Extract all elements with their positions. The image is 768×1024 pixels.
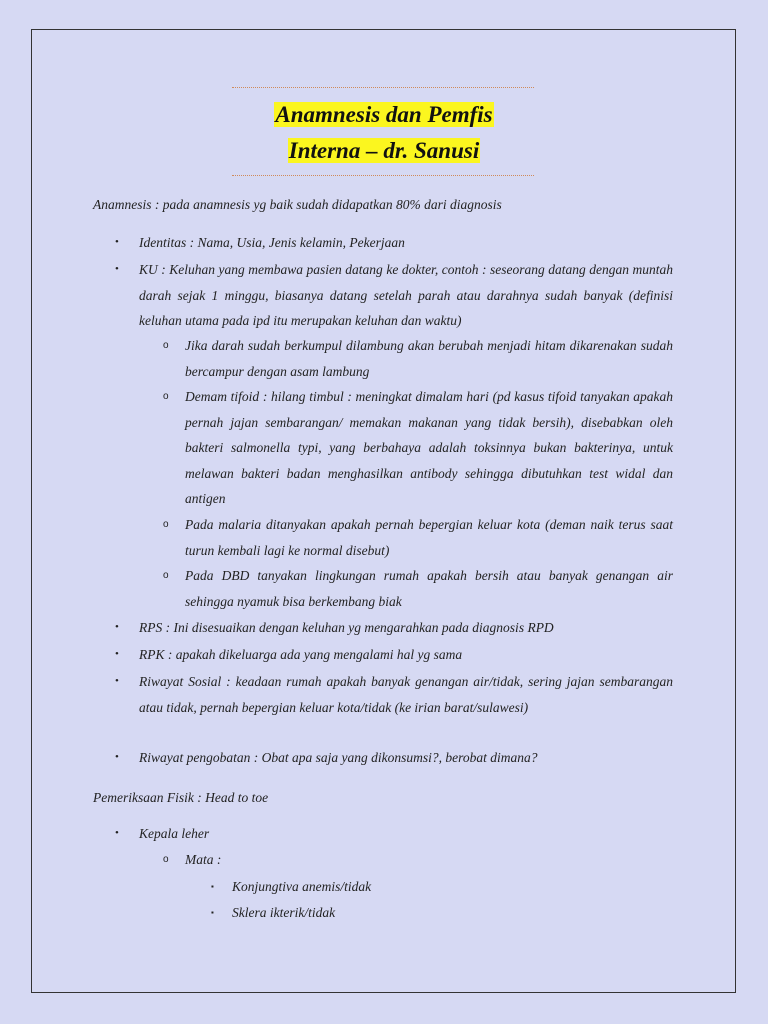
list-item-rps: RPS : Ini disesuaikan dengan keluhan yg mengarahkan pada diagnosis RPD <box>139 620 554 635</box>
document-title-line-1: Anamnesis dan Pemfis <box>275 102 493 127</box>
sub-item-dbd: Pada DBD tanyakan lingkungan rumah apakah bersih atau banyak genangan air sehingga nyamuk bisa berkembang biak <box>185 568 673 609</box>
bullet-icon: • <box>115 827 119 839</box>
sub-bullet-icon: o <box>163 391 169 402</box>
sub-item-mata: Mata : <box>185 852 222 867</box>
bullet-icon: • <box>115 621 119 633</box>
square-bullet-icon: ▪ <box>211 882 214 891</box>
sub-bullet-icon: o <box>163 570 169 581</box>
list-item-rpk: RPK : apakah dikeluarga ada yang mengalami hal yg sama <box>139 647 463 662</box>
list-item-kepala-leher: Kepala leher <box>139 826 210 841</box>
list-item-riwayat-pengobatan: Riwayat pengobatan : Obat apa saja yang dikonsumsi?, berobat dimana? <box>139 750 538 765</box>
list-item-riwayat-sosial: Riwayat Sosial : keadaan rumah apakah banyak genangan air/tidak, sering jajan sembarangan atau tidak, pernah bepergian keluar kota/tidak (ke irian barat/sulawesi) <box>139 674 673 715</box>
pemfis-heading: Pemeriksaan Fisik : Head to toe <box>93 790 269 805</box>
sub-item-tifoid: Demam tifoid : hilang timbul : meningkat dimalam hari (pd kasus tifoid tanyakan apakah pernah jajan sembarangan/ memakan makanan yang tidak bersih), disebabkan oleh bakteri salmonella typi, yang berbahaya adalah toksinnya bukan bakterinya, untuk melawan bakteri badan menghasilkan antibody sehingga dibutuhkan test widal dan antigen <box>185 389 673 506</box>
sub-item-darah: Jika darah sudah berkumpul dilambung akan berubah menjadi hitam dikarenakan sudah bercampur dengan asam lambung <box>185 338 673 379</box>
list-item-identitas: Identitas : Nama, Usia, Jenis kelamin, Pekerjaan <box>139 235 405 250</box>
sub-item-malaria: Pada malaria ditanyakan apakah pernah bepergian keluar kota (deman naik terus saat turun kembali lagi ke normal disebut) <box>185 517 673 558</box>
document-title-line-2: Interna – dr. Sanusi <box>288 138 480 163</box>
bullet-icon: • <box>115 675 119 687</box>
sub-bullet-icon: o <box>163 854 169 865</box>
title-bottom-rule <box>232 175 534 176</box>
list-item-ku: KU : Keluhan yang membawa pasien datang ke dokter, contoh : seseorang datang dengan muntah darah sejak 1 minggu, biasanya datang setelah parah atau darahnya sudah banyak (definisi keluhan utama pada ipd itu merupakan keluhan dan waktu) <box>139 262 673 328</box>
sub-sub-item-konjungtiva: Konjungtiva anemis/tidak <box>232 879 372 894</box>
bullet-icon: • <box>115 751 119 763</box>
sub-bullet-icon: o <box>163 340 169 351</box>
bullet-icon: • <box>115 236 119 248</box>
bullet-icon: • <box>115 263 119 275</box>
square-bullet-icon: ▪ <box>211 908 214 917</box>
title-top-rule <box>232 87 534 88</box>
bullet-icon: • <box>115 648 119 660</box>
sub-bullet-icon: o <box>163 519 169 530</box>
sub-sub-item-sklera: Sklera ikterik/tidak <box>232 905 336 920</box>
intro-paragraph: Anamnesis : pada anamnesis yg baik sudah didapatkan 80% dari diagnosis <box>93 197 502 212</box>
